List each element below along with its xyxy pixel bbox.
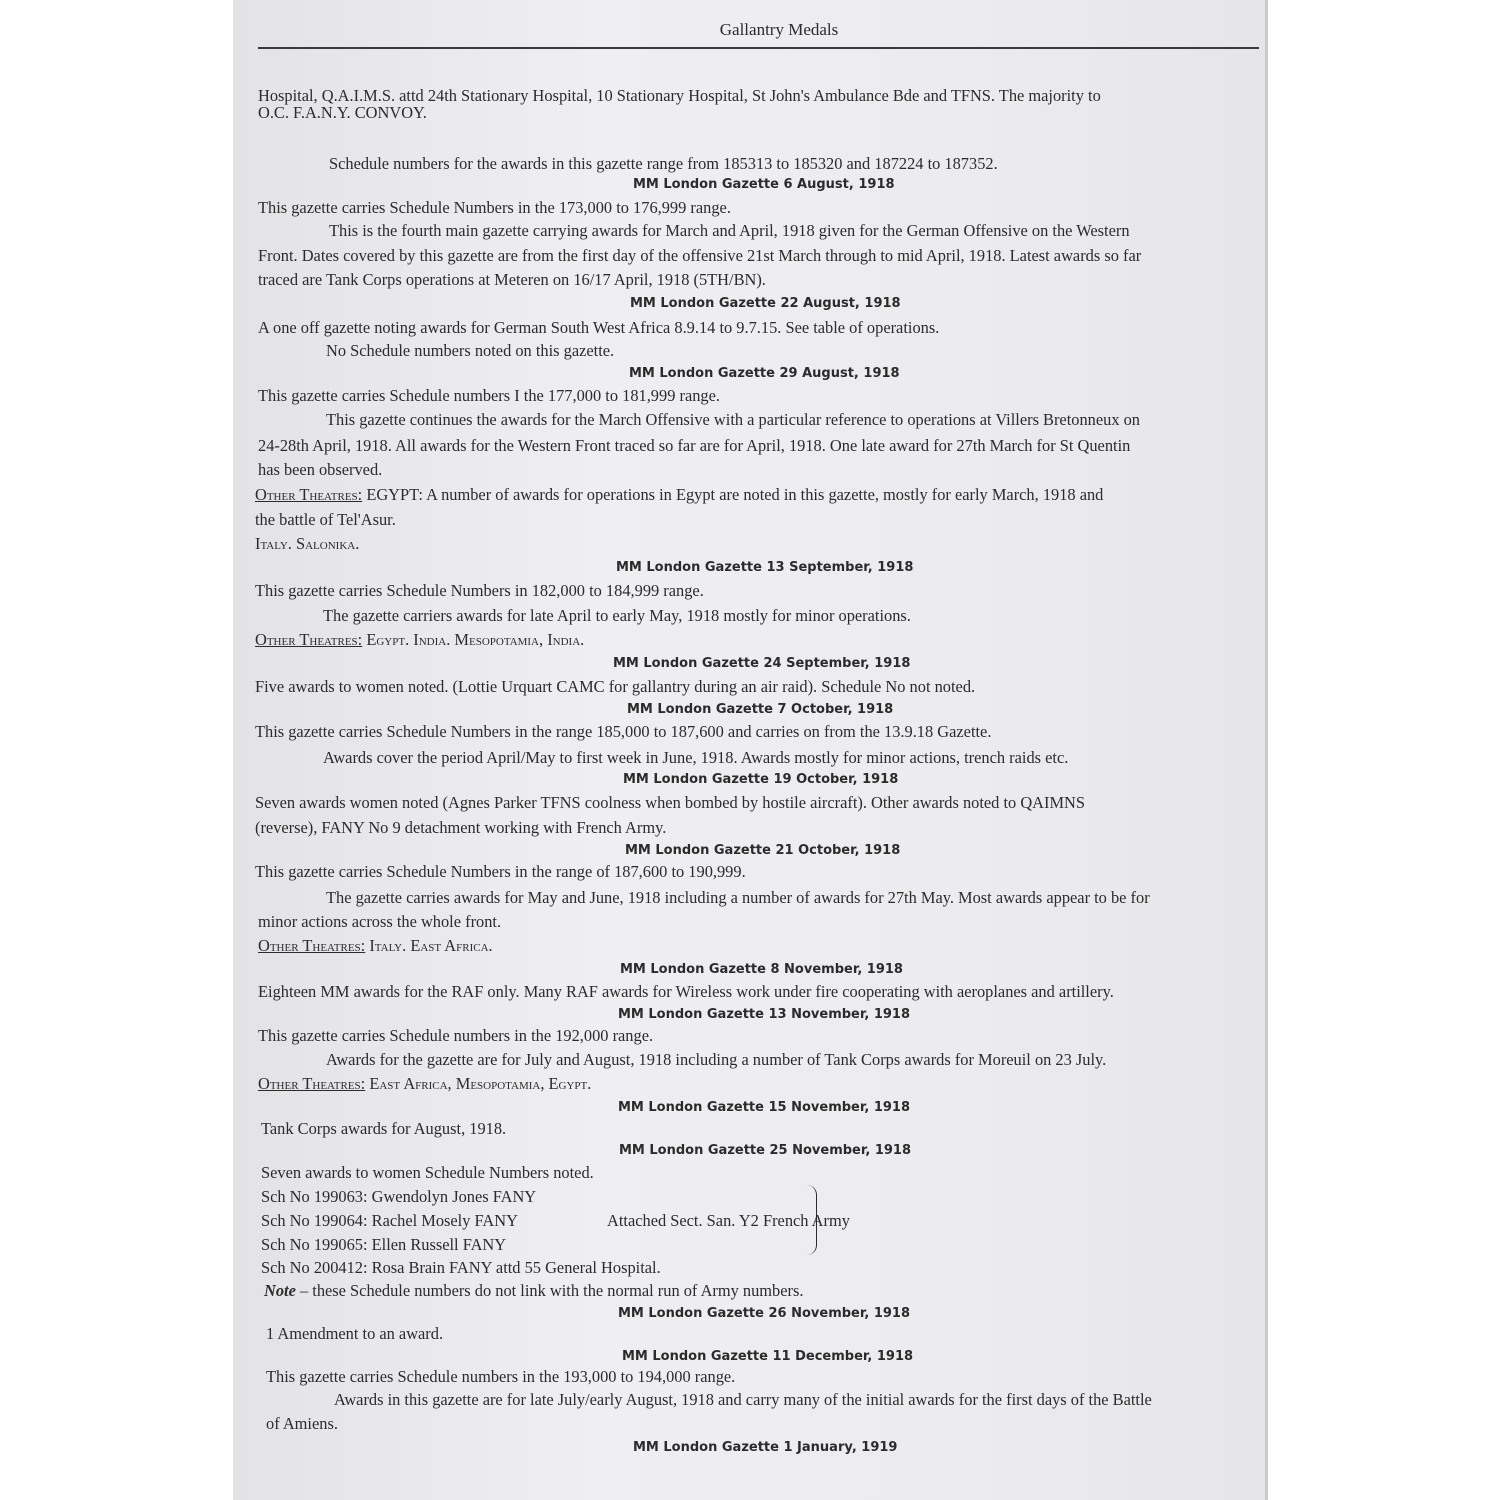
gazette-heading: MM London Gazette 15 November, 1918 xyxy=(618,1100,911,1115)
schedule-entry: Sch No 199064: Rachel Mosely FANY xyxy=(261,1211,518,1230)
gazette-heading: MM London Gazette 19 October, 1918 xyxy=(623,772,899,787)
body-line: This gazette carries Schedule Numbers in 182,000 to 184,999 range. xyxy=(255,581,704,600)
schedule-entry: Sch No 200412: Rosa Brain FANY attd 55 General Hospital. xyxy=(261,1258,661,1277)
note-label: Note xyxy=(264,1281,296,1300)
body-line: This gazette carries Schedule Numbers in the 173,000 to 176,999 range. xyxy=(258,198,731,217)
gazette-heading: MM London Gazette 29 August, 1918 xyxy=(629,366,900,381)
gazette-heading: MM London Gazette 7 October, 1918 xyxy=(627,702,894,717)
body-line: This gazette carries Schedule Numbers in the range 185,000 to 187,600 and carries on from the 13.9.18 Gazette. xyxy=(255,722,992,741)
gazette-heading: MM London Gazette 13 September, 1918 xyxy=(616,560,914,575)
body-line: This gazette carries Schedule Numbers in the range of 187,600 to 190,999. xyxy=(255,862,746,881)
gazette-heading: MM London Gazette 21 October, 1918 xyxy=(625,843,901,858)
body-line: traced are Tank Corps operations at Meteren on 16/17 April, 1918 (5TH/BN). xyxy=(258,270,766,289)
other-theatres-line xyxy=(258,1074,591,1094)
other-theatres-line xyxy=(258,936,493,956)
intro-line: Hospital, Q.A.I.M.S. attd 24th Stationary Hospital, 10 Stationary Hospital, St John's Ambulance Bde and TFNS. The majority to xyxy=(258,86,1101,105)
gazette-heading: MM London Gazette 8 November, 1918 xyxy=(620,962,903,977)
gazette-heading: MM London Gazette 24 September, 1918 xyxy=(613,656,911,671)
body-line: Tank Corps awards for August, 1918. xyxy=(261,1119,507,1138)
running-head: Gallantry Medals xyxy=(719,20,839,39)
document-page xyxy=(233,0,1265,1500)
other-theatres-text: Italy. East Africa. xyxy=(369,936,493,955)
body-line: A one off gazette noting awards for German South West Africa 8.9.14 to 9.7.15. See table of operations. xyxy=(258,318,940,337)
note-text: – these Schedule numbers do not link with the normal run of Army numbers. xyxy=(299,1281,804,1300)
gazette-heading: MM London Gazette 1 January, 1919 xyxy=(633,1440,898,1455)
body-line: Front. Dates covered by this gazette are from the first day of the offensive 21st March through to mid April, 1918. Latest awards so far xyxy=(258,246,1142,265)
gazette-heading: MM London Gazette 22 August, 1918 xyxy=(630,296,901,311)
body-line: has been observed. xyxy=(258,460,383,479)
body-line: This is the fourth main gazette carrying awards for March and April, 1918 given for the German Offensive on the Western xyxy=(329,221,1130,240)
page-edge xyxy=(1265,0,1268,1500)
schedule-entry: Sch No 199065: Ellen Russell FANY xyxy=(261,1235,507,1254)
intro-schedule: Schedule numbers for the awards in this gazette range from 185313 to 185320 and 187224 to 187352. xyxy=(329,154,998,173)
other-theatres-text: Egypt. India. Mesopotamia, India. xyxy=(366,630,585,649)
body-line: minor actions across the whole front. xyxy=(258,912,502,931)
gazette-heading: MM London Gazette 25 November, 1918 xyxy=(619,1143,912,1158)
body-line: (reverse), FANY No 9 detachment working with French Army. xyxy=(255,818,667,837)
note-line xyxy=(264,1281,803,1301)
body-line: Seven awards to women Schedule Numbers noted. xyxy=(261,1163,594,1182)
other-theatres-line xyxy=(255,630,584,650)
gazette-heading: MM London Gazette 11 December, 1918 xyxy=(622,1349,914,1364)
body-line: No Schedule numbers noted on this gazette. xyxy=(326,341,615,360)
body-line: This gazette carries Schedule numbers in the 193,000 to 194,000 range. xyxy=(266,1367,736,1386)
header-rule xyxy=(258,47,1259,49)
intro-line: O.C. F.A.N.Y. CONVOY. xyxy=(258,103,427,122)
other-theatres-label: Other Theatres: xyxy=(255,485,363,504)
other-theatres-label: Other Theatres: xyxy=(258,1074,366,1093)
schedule-entry: Sch No 199063: Gwendolyn Jones FANY xyxy=(261,1187,537,1206)
gazette-heading: MM London Gazette 26 November, 1918 xyxy=(618,1306,911,1321)
body-line: 1 Amendment to an award. xyxy=(266,1324,444,1343)
gazette-heading: MM London Gazette 6 August, 1918 xyxy=(633,177,895,192)
body-line: This gazette carries Schedule numbers I the 177,000 to 181,999 range. xyxy=(258,386,720,405)
body-line: This gazette continues the awards for the March Offensive with a particular reference to operations at Villers Bretonneux on xyxy=(326,410,1141,429)
other-theatres-label: Other Theatres: xyxy=(255,630,363,649)
body-line: Seven awards women noted (Agnes Parker TFNS coolness when bombed by hostile aircraft). Other awards noted to QAIMNS xyxy=(255,793,1085,812)
body-line: The gazette carriers awards for late April to early May, 1918 mostly for minor operations. xyxy=(323,606,911,625)
body-line: the battle of Tel'Asur. xyxy=(255,510,396,529)
brace-annotation: Attached Sect. San. Y2 French Army xyxy=(607,1211,850,1230)
body-line: Awards for the gazette are for July and August, 1918 including a number of Tank Corps awards for Moreuil on 23 July. xyxy=(326,1050,1107,1069)
body-line: Awards in this gazette are for late July/early August, 1918 and carry many of the initial awards for the first days of the Battle xyxy=(334,1390,1152,1409)
body-line: Eighteen MM awards for the RAF only. Many RAF awards for Wireless work under fire cooperating with aeroplanes and artillery. xyxy=(258,982,1114,1001)
body-line: Five awards to women noted. (Lottie Urquart CAMC for gallantry during an air raid). Schedule No not noted. xyxy=(255,677,976,696)
other-theatres-label: Other Theatres: xyxy=(258,936,366,955)
body-line: of Amiens. xyxy=(266,1414,338,1433)
body-line: 24-28th April, 1918. All awards for the Western Front traced so far are for April, 1918. One late award for 27th March for St Quentin xyxy=(258,436,1131,455)
other-theatres-text: East Africa, Mesopotamia, Egypt. xyxy=(369,1074,592,1093)
body-line: This gazette carries Schedule numbers in the 192,000 range. xyxy=(258,1026,654,1045)
body-line: Italy. Salonika. xyxy=(255,534,360,553)
body-line: The gazette carries awards for May and June, 1918 including a number of awards for 27th May. Most awards appear to be for xyxy=(326,888,1150,907)
body-line: Awards cover the period April/May to first week in June, 1918. Awards mostly for minor actions, trench raids etc. xyxy=(323,748,1069,767)
gazette-heading: MM London Gazette 13 November, 1918 xyxy=(618,1007,911,1022)
other-theatres-text: EGYPT: A number of awards for operations in Egypt are noted in this gazette, mostly for early March, 1918 and xyxy=(366,485,1104,504)
other-theatres-line xyxy=(255,485,1265,505)
